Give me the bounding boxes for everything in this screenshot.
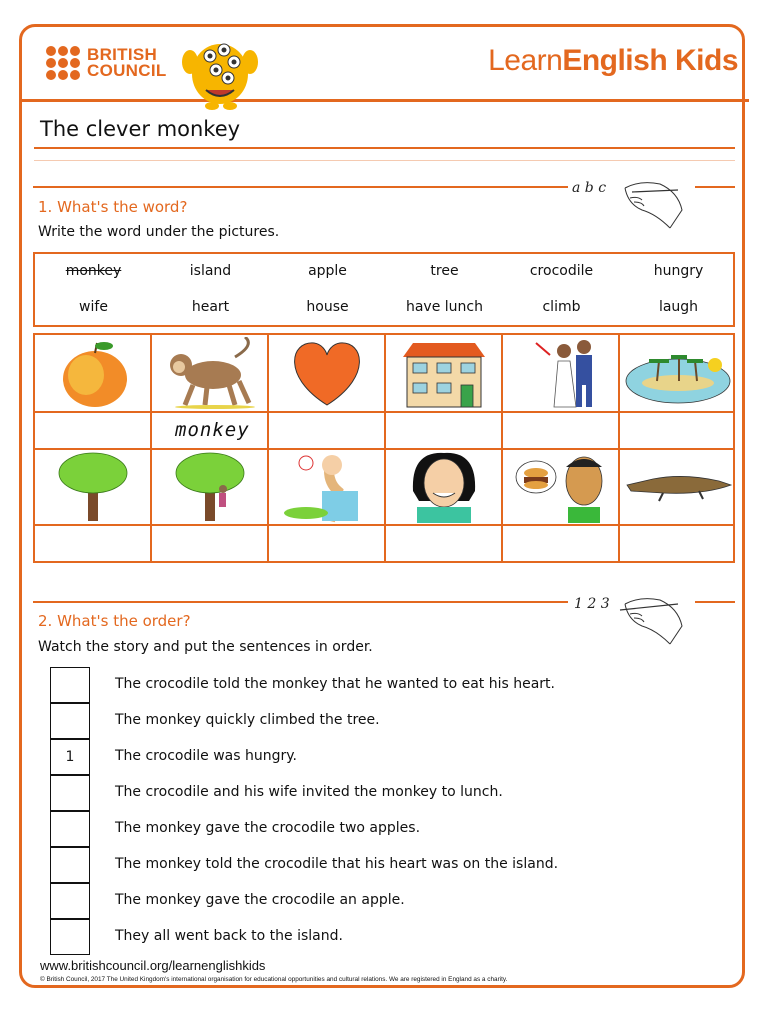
section1-rule-end	[695, 186, 735, 188]
answer-monkey: monkey	[175, 419, 250, 441]
order-box[interactable]	[50, 775, 90, 811]
hungry-image	[506, 451, 616, 523]
order-box[interactable]	[50, 703, 90, 739]
word-bank-word: heart	[191, 299, 230, 315]
order-sentence: The monkey gave the crocodile two apples.	[115, 820, 421, 836]
word-bank-word: hungry	[653, 263, 704, 279]
learnenglish-kids-logo	[488, 44, 738, 78]
footer-url[interactable]: www.britishcouncil.org/learnenglishkids	[40, 958, 266, 973]
order-box[interactable]	[50, 919, 90, 955]
word-bank-word: island	[189, 263, 232, 279]
word-bank-word: monkey	[65, 263, 122, 279]
monster-mascot-icon	[178, 32, 262, 110]
apple-image	[38, 337, 148, 409]
climb-image	[155, 451, 265, 523]
section1-heading: 1. What's the word?	[38, 198, 188, 216]
order-box[interactable]	[50, 883, 90, 919]
section2-rule-end	[695, 601, 735, 603]
word-bank-word: apple	[308, 263, 347, 279]
order-box[interactable]	[50, 811, 90, 847]
section1-rule	[33, 186, 568, 188]
hand-text-123: 1 2 3	[574, 596, 610, 612]
lunch-image	[272, 451, 382, 523]
heart-image	[272, 337, 382, 409]
order-sentence: The monkey gave the crocodile an apple.	[115, 892, 405, 908]
monkey-image	[155, 337, 265, 409]
title-rule-faint	[34, 160, 735, 161]
hand-text-abc: a b c	[572, 180, 607, 196]
word-bank-word: wife	[79, 299, 108, 315]
british-council-logo	[46, 46, 167, 80]
section2-instruction: Watch the story and put the sentences in order.	[38, 639, 373, 655]
crocodile-image	[623, 451, 733, 523]
word-bank-word: tree	[430, 263, 459, 279]
order-sentence: The monkey quickly climbed the tree.	[115, 712, 380, 728]
footer-copyright: © British Council, 2017 The United Kingdom's international organisation for educational opportunities and cultural relations. We are registered in England as a charity.	[40, 976, 508, 983]
word-bank-word: climb	[542, 299, 581, 315]
writing-hand-icon	[570, 170, 688, 232]
order-sentence: The crocodile and his wife invited the monkey to lunch.	[115, 784, 503, 800]
section2-heading: 2. What's the order?	[38, 612, 191, 630]
section2-rule	[33, 601, 568, 603]
picture-grid	[33, 333, 735, 563]
order-box[interactable]	[50, 667, 90, 703]
order-box[interactable]: 1	[50, 739, 90, 775]
dots-icon	[46, 46, 80, 80]
order-box[interactable]	[50, 847, 90, 883]
tree-image	[38, 451, 148, 523]
brand-regular: Learn	[488, 44, 563, 77]
word-bank-word: have lunch	[405, 299, 483, 315]
order-sentence: The crocodile told the monkey that he wanted to eat his heart.	[115, 676, 555, 692]
header-divider	[19, 99, 749, 102]
writing-hand-icon	[570, 586, 688, 648]
org-name-line2: COUNCIL	[87, 61, 167, 80]
title-underline	[34, 147, 735, 149]
brand-bold: English Kids	[562, 44, 738, 77]
org-name-line1: BRITISH	[87, 45, 158, 64]
word-bank-word: laugh	[658, 299, 699, 315]
word-bank-word: house	[306, 299, 349, 315]
wedding-image	[506, 337, 616, 409]
laugh-image	[389, 451, 499, 523]
house-image	[389, 337, 499, 409]
section1-instruction: Write the word under the pictures.	[38, 224, 280, 240]
page-title: The clever monkey	[40, 117, 241, 141]
order-sentence: They all went back to the island.	[115, 928, 343, 944]
island-image	[623, 337, 733, 409]
order-sentence: The crocodile was hungry.	[115, 748, 297, 764]
word-bank-word: crocodile	[529, 263, 594, 279]
word-bank	[33, 252, 735, 327]
order-sentence: The monkey told the crocodile that his heart was on the island.	[115, 856, 559, 872]
